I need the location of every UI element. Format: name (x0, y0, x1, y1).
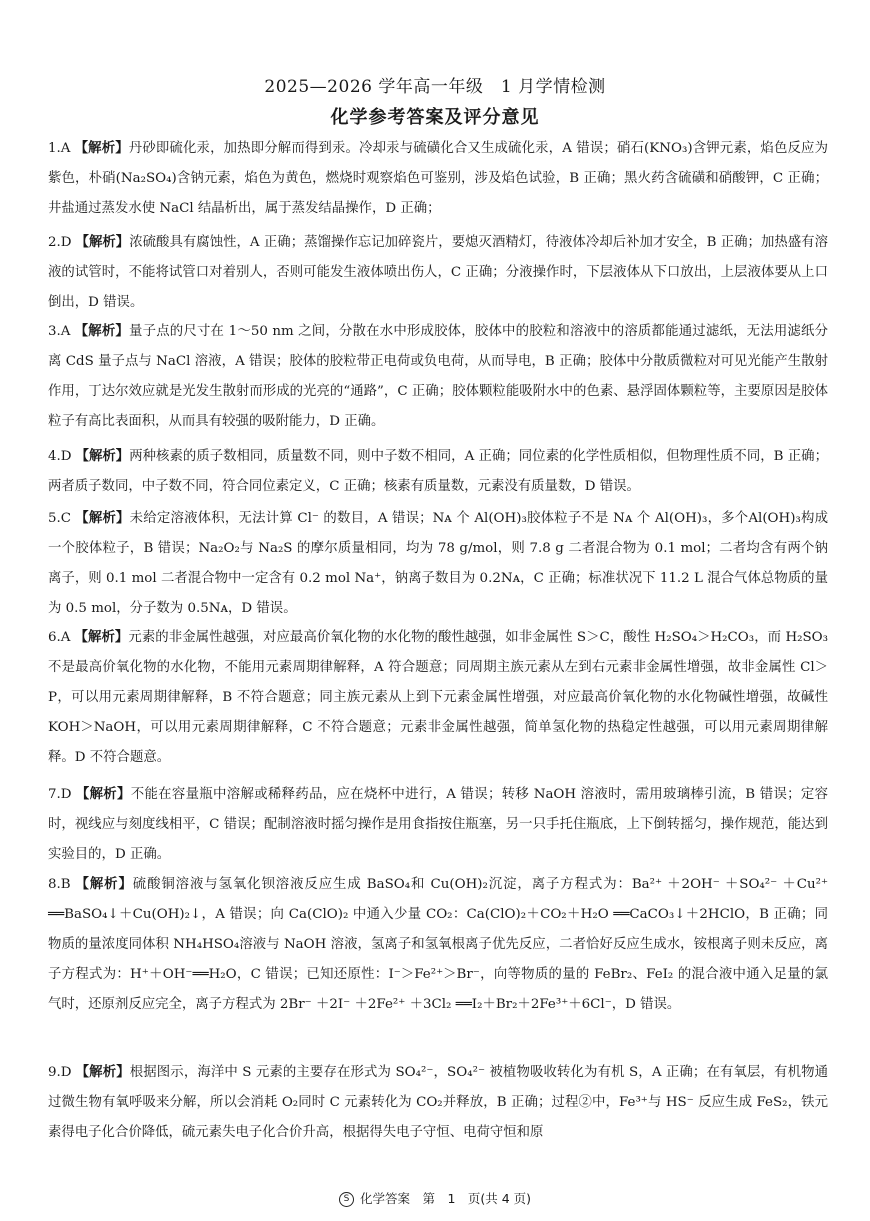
question-text: 元素的非金属性越强，对应最高价氧化物的水化物的酸性越强，如非金属性 S＞C，酸性 H₂SO₄＞H₂CO₃，而 H₂SO₃不是最高价氧化物的水化物，不能用元素周期律解释，A 符合题意；同周期主族元素从左到右元素非金属性增强，故非金属性 Cl＞P，可以用元素周期律解释，B 不符合题意；同主族元素从上到下元素金属性增强，对应最高价氧化物的水化物碱性增强，故碱性 KOH＞NaOH，可以用元素周期律解释，C 不符合题意；元素非金属性越强，简单氢化物的热稳定性越强，可以用元素周期律解释。D 不符合题意。 (48, 630, 829, 765)
analysis-tag: 【解析】 (75, 449, 130, 464)
analysis-tag: 【解析】 (74, 141, 129, 156)
page-number: 化学答案 第 1 页(共 4 页) (359, 1191, 532, 1206)
question-number: 6.A (48, 630, 71, 645)
analysis-tag: 【解析】 (75, 1065, 130, 1080)
question-text: 硫酸铜溶液与氢氧化钡溶液反应生成 BaSO₄和 Cu(OH)₂沉淀，离子方程式为：Ba²⁺ ＋2OH⁻ ＋SO₄²⁻ ＋Cu²⁺ ══BaSO₄↓＋Cu(OH)₂↓，A 错误；向 Ca(ClO)₂ 中通入少量 CO₂：Ca(ClO)₂＋CO₂＋H₂O ══CaCO₃↓＋2HClO，B 正确；同物质的量浓度同体积 NH₄HSO₄溶液与 NaOH 溶液，氢离子和氢氧根离子优先反应，二者恰好反应生成水，铵根离子则未反应，离子方程式为：H⁺＋OH⁻══H₂O，C 错误；已知还原性：I⁻＞Fe²⁺＞Br⁻，向等物质的量的 FeBr₂、FeI₂ 的混合液中通入足量的氯气时，还原剂反应完全，离子方程式为 2Br⁻ ＋2I⁻ ＋2Fe²⁺ ＋3Cl₂ ══I₂＋Br₂＋2Fe³⁺＋6Cl⁻，D 错误。 (48, 877, 829, 1012)
page-footer (0, 1189, 870, 1207)
page-title: 2025—2026 学年高一年级 1 月学情检测 (264, 77, 606, 97)
analysis-tag: 【解析】 (75, 787, 131, 802)
question-text: 不能在容量瓶中溶解或稀释药品，应在烧杯中进行，A 错误；转移 NaOH 溶液时，需用玻璃棒引流，B 错误；定容时，视线应与刻度线相平，C 错误；配制溶液时摇匀操作是用食指按住瓶塞，另一只手托住瓶底，上下倒转摇匀，操作规范，能达到实验目的，D 正确。 (48, 787, 829, 862)
question-text: 浓硫酸具有腐蚀性，A 正确；蒸馏操作忘记加碎瓷片，要熄灭酒精灯，待液体冷却后补加才安全，B 正确；加热盛有溶液的试管时，不能将试管口对着别人，否则可能发生液体喷出伤人，C 正确；分液操作时，下层液体从下口放出，上层液体要从上口倒出，D 错误。 (48, 235, 828, 310)
analysis-tag: 【解析】 (74, 324, 130, 339)
question-number: 9.D (48, 1065, 72, 1080)
question-text: 两种核素的质子数相同，质量数不同，则中子数不相同，A 正确；同位素的化学性质相似，但物理性质不同，B 正确；两者质子数同，中子数不同，符合同位素定义，C 正确；核素有质量数，元素没有质量数，D 错误。 (48, 449, 828, 494)
question-item (48, 504, 828, 624)
question-number: 1.A (48, 141, 71, 156)
question-text: 丹砂即硫化汞，加热即分解而得到汞。冷却汞与硫磺化合又生成硫化汞，A 错误；硝石(KNO₃)含钾元素，焰色反应为紫色，朴硝(Na₂SO₄)含钠元素，焰色为黄色，燃烧时观察焰色可鉴别，涉及焰色试验，B 正确；黑火药含硫磺和硝酸钾，C 正确；井盐通过蒸发水使 NaCl 结晶析出，属于蒸发结晶操作，D 正确； (48, 141, 828, 216)
analysis-tag: 【解析】 (74, 877, 133, 892)
analysis-tag: 【解析】 (75, 511, 130, 526)
question-item (48, 228, 828, 318)
analysis-tag: 【解析】 (74, 630, 129, 645)
question-number: 7.D (48, 787, 72, 802)
question-item (48, 442, 828, 502)
page-subtitle: 化学参考答案及评分意见 (330, 107, 540, 128)
question-item (48, 870, 828, 1020)
analysis-tag: 【解析】 (75, 235, 130, 250)
question-text: 根据图示，海洋中 S 元素的主要存在形式为 SO₄²⁻，SO₄²⁻ 被植物吸收转化为有机 S，A 正确；在有氧层，有机物通过微生物有氧呼吸来分解，所以会消耗 O₂同时 C 元素转化为 CO₂并释放，B 正确；过程②中，Fe³⁺与 HS⁻ 反应生成 FeS₂，铁元素得电子化合价降低，硫元素失电子化合价升高，根据得失电子守恒、电荷守恒和原 (48, 1065, 828, 1140)
question-item (48, 317, 828, 437)
question-number: 5.C (48, 511, 72, 526)
s-logo-icon: S (339, 1192, 354, 1207)
question-number: 4.D (48, 449, 72, 464)
question-item (48, 780, 828, 870)
question-number: 2.D (48, 235, 72, 250)
question-item (48, 134, 828, 224)
question-item (48, 623, 828, 773)
question-number: 8.B (48, 877, 71, 892)
question-text: 未给定溶液体积，无法计算 Cl⁻ 的数目，A 错误；Nᴀ 个 Al(OH)₃胶体粒子不是 Nᴀ 个 Al(OH)₃，多个Al(OH)₃构成一个胶体粒子，B 错误；Na₂O₂与 Na₂S 的摩尔质量相同，均为 78 g/mol，则 7.8 g 二者混合物为 0.1 mol；二者均含有两个钠离子，则 0.1 mol 二者混合物中一定含有 0.2 mol Na⁺，钠离子数目为 0.2Nᴀ，C 正确；标准状况下 11.2 L 混合气体总物质的量为 0.5 mol，分子数为 0.5Nᴀ，D 错误。 (48, 511, 829, 616)
question-text: 量子点的尺寸在 1～50 nm 之间，分散在水中形成胶体，胶体中的胶粒和溶液中的溶质都能通过滤纸，无法用滤纸分离 CdS 量子点与 NaCl 溶液，A 错误；胶体的胶粒带正电荷或负电荷，从而导电，B 正确；胶体中分散质微粒对可见光能产生散射作用，丁达尔效应就是光发生散射而形成的光亮的“通路”，C 正确；胶体颗粒能吸附水中的色素、悬浮固体颗粒等，主要原因是胶体粒子有高比表面积，从而具有较强的吸附能力，D 正确。 (48, 324, 828, 429)
question-number: 3.A (48, 324, 71, 339)
question-item (48, 1058, 828, 1148)
